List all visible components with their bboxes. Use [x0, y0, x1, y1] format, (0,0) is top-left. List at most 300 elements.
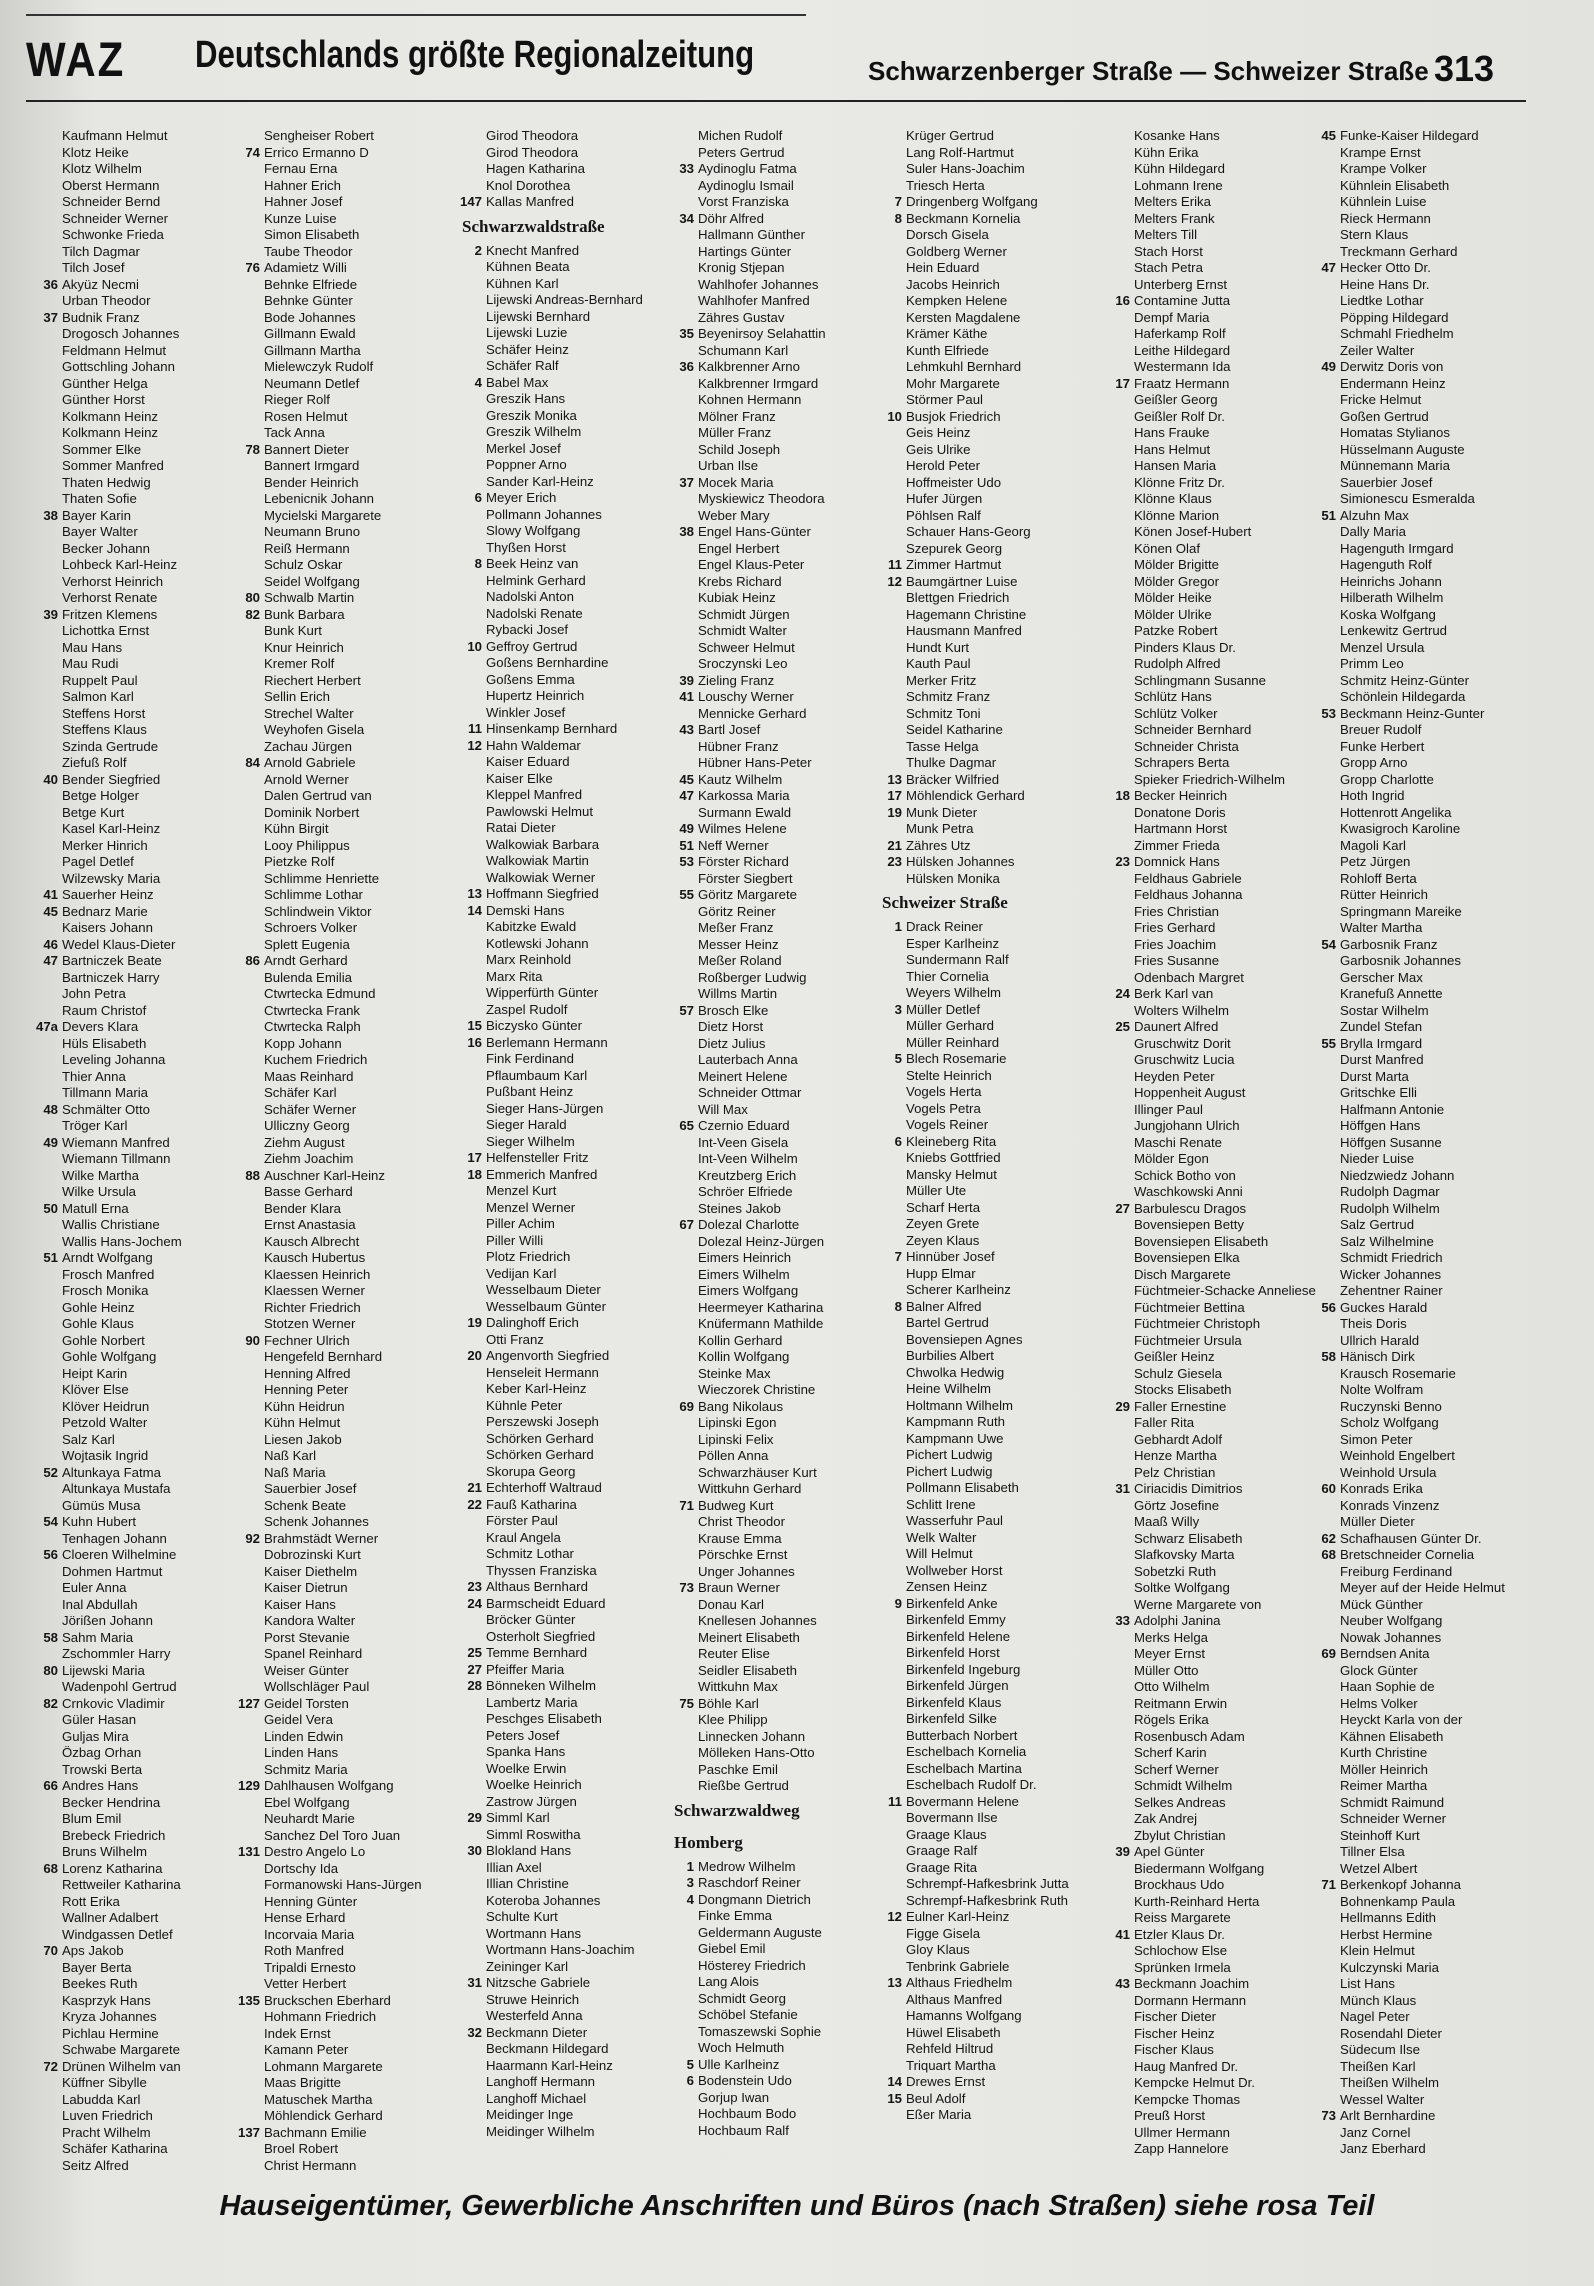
- house-number: 41: [43, 887, 58, 902]
- resident-name: Arnold Gabriele: [264, 755, 356, 770]
- directory-entry: [238, 821, 422, 838]
- resident-name: Neumann Bruno: [264, 524, 361, 539]
- directory-entry: [460, 1381, 643, 1398]
- resident-name: Gebhardt Adolf: [1134, 1431, 1222, 1447]
- directory-entry: [460, 1414, 643, 1431]
- resident-name: Ctwrtecka Frank: [264, 1002, 360, 1018]
- directory-entry: [36, 1465, 182, 1482]
- directory-entry: [672, 211, 826, 228]
- directory-entry: [1108, 2108, 1316, 2125]
- resident-name: Salz Wilhelmine: [1340, 1233, 1434, 1249]
- resident-name: Luven Friedrich: [62, 2108, 153, 2123]
- resident-name: Birkenfeld Anke: [906, 1595, 998, 1611]
- directory-entry: [36, 1745, 182, 1762]
- resident-name: Lang Alois: [698, 1974, 759, 1989]
- resident-name: Gohle Norbert: [62, 1332, 145, 1348]
- resident-name: Braun Werner: [698, 1580, 780, 1595]
- resident-name: Wortmann Hans: [486, 1925, 582, 1941]
- house-number: 74: [245, 144, 260, 160]
- resident-name: Springmann Mareike: [1340, 903, 1462, 919]
- directory-entry: [36, 1052, 182, 1069]
- directory-entry: [460, 1018, 643, 1035]
- directory-entry: [238, 425, 422, 442]
- resident-name: Janz Eberhard: [1340, 2141, 1426, 2156]
- directory-entry: [460, 342, 643, 359]
- page-number: 313: [1434, 48, 1495, 89]
- resident-name: Hausmann Manfred: [906, 623, 1022, 638]
- resident-name: Schäfer Katharina: [62, 2141, 168, 2156]
- resident-name: Schwalb Martin: [264, 590, 355, 605]
- house-number: 53: [679, 854, 694, 869]
- resident-name: Vedijan Karl: [486, 1265, 557, 1281]
- resident-name: Schmidt Wilhelm: [1134, 1778, 1233, 1793]
- directory-entry: [460, 1183, 643, 1200]
- directory-entry: [460, 1563, 643, 1580]
- directory-entry: [1108, 1250, 1316, 1267]
- resident-name: Skorupa Georg: [486, 1463, 576, 1479]
- resident-name: Nadolski Renate: [486, 605, 583, 621]
- resident-name: Wessel Walter: [1340, 2091, 1425, 2107]
- directory-entry: [880, 2008, 1069, 2025]
- resident-name: Kryza Johannes: [62, 2009, 157, 2024]
- resident-name: Splett Eugenia: [264, 936, 350, 952]
- resident-name: Drewes Ernst: [906, 2074, 986, 2089]
- resident-name: Sauerbier Josef: [1340, 474, 1433, 490]
- resident-name: Kühn Helmut: [264, 1415, 341, 1430]
- directory-entry: [1314, 178, 1505, 195]
- resident-name: Kausch Hubertus: [264, 1250, 366, 1265]
- directory-entry: [460, 1827, 643, 1844]
- resident-name: Kühnlein Luise: [1340, 194, 1427, 209]
- directory-entry: [880, 1200, 1069, 1217]
- resident-name: Giebel Emil: [698, 1941, 766, 1956]
- resident-name: Biczysko Günter: [486, 1018, 583, 1033]
- resident-name: Mansky Helmut: [906, 1166, 997, 1182]
- directory-entry: [1108, 755, 1316, 772]
- directory-entry: [36, 1795, 182, 1812]
- resident-name: Raum Christof: [62, 1002, 147, 1018]
- street-heading: Schwarzwaldweg: [674, 1800, 800, 1820]
- resident-name: Hahner Erich: [264, 177, 341, 193]
- resident-name: Kreutzberg Erich: [698, 1167, 797, 1183]
- directory-entry: [1108, 491, 1316, 508]
- directory-entry: [672, 1729, 826, 1746]
- directory-entry: [460, 820, 643, 837]
- resident-name: Bode Johannes: [264, 309, 356, 325]
- directory-entry: [1314, 2125, 1505, 2142]
- resident-name: Errico Ermanno D: [264, 144, 369, 160]
- resident-name: Frosch Manfred: [62, 1266, 155, 1282]
- resident-name: Walter Martha: [1340, 920, 1423, 935]
- resident-name: Jungjohann Ulrich: [1134, 1118, 1240, 1133]
- resident-name: Bräcker Wilfried: [906, 771, 1000, 787]
- directory-entry: [1108, 326, 1316, 343]
- directory-entry: [1108, 1399, 1316, 1416]
- resident-name: Hahner Josef: [264, 194, 343, 209]
- directory-entry: [238, 1168, 422, 1185]
- directory-entry: [880, 1233, 1069, 1250]
- resident-name: Scharf Herta: [906, 1199, 981, 1215]
- directory-entry: [460, 1497, 643, 1514]
- directory-entry: [672, 376, 826, 393]
- resident-name: Brockhaus Udo: [1134, 1877, 1225, 1892]
- directory-entry: [672, 1184, 826, 1201]
- resident-name: Lauterbach Anna: [698, 1052, 798, 1067]
- resident-name: Gorjup Iwan: [698, 2089, 770, 2105]
- house-number: 11: [468, 721, 482, 736]
- resident-name: Kosanke Hans: [1134, 128, 1220, 143]
- house-number: 57: [679, 1002, 694, 1018]
- directory-entry: [238, 689, 422, 706]
- directory-entry: [1314, 1597, 1505, 1614]
- directory-entry: [36, 1762, 182, 1779]
- house-number: 55: [1321, 1035, 1336, 1051]
- resident-name: Bartniczek Harry: [62, 969, 160, 985]
- resident-name: Walkowiak Martin: [486, 853, 589, 868]
- directory-entry: [1108, 838, 1316, 855]
- resident-name: Richter Friedrich: [264, 1299, 361, 1315]
- resident-name: Arndt Wolfgang: [62, 1250, 153, 1265]
- directory-entry: [238, 1448, 422, 1465]
- resident-name: Illian Axel: [486, 1859, 542, 1875]
- resident-name: Kühn Erika: [1134, 144, 1199, 160]
- directory-entry: [1314, 1399, 1505, 1416]
- directory-entry: [1108, 244, 1316, 261]
- resident-name: Arndt Gerhard: [264, 953, 348, 968]
- resident-name: Wallner Adalbert: [62, 1910, 159, 1925]
- directory-entry: [880, 1992, 1069, 2009]
- resident-name: Möhlendick Gerhard: [264, 2108, 383, 2123]
- resident-name: Strechel Walter: [264, 705, 354, 721]
- directory-entry: [880, 1629, 1069, 1646]
- house-number: 1: [686, 1858, 694, 1874]
- resident-name: Illinger Paul: [1134, 1101, 1203, 1117]
- directory-entry: [880, 574, 1069, 591]
- resident-name: Engel Herbert: [698, 540, 780, 556]
- resident-name: Sostar Wilhelm: [1340, 1002, 1429, 1018]
- resident-name: Sieger Harald: [486, 1117, 567, 1132]
- resident-name: Zeininger Karl: [486, 1958, 569, 1974]
- directory-entry: [36, 1382, 182, 1399]
- resident-name: Gillmann Martha: [264, 342, 361, 358]
- resident-name: Wallis Christiane: [62, 1217, 160, 1232]
- directory-entry: [1314, 706, 1505, 723]
- resident-name: Echterhoff Waltraud: [486, 1480, 602, 1495]
- directory-entry: [672, 128, 826, 145]
- resident-name: Bunk Kurt: [264, 623, 322, 638]
- resident-name: Ullmer Hermann: [1134, 2124, 1230, 2140]
- directory-entry: [672, 1580, 826, 1597]
- resident-name: Wortmann Hans-Joachim: [486, 1942, 635, 1957]
- directory-entry: [238, 1531, 422, 1548]
- resident-name: Sahm Maria: [62, 1629, 134, 1645]
- resident-name: Kulczynski Maria: [1340, 1959, 1439, 1975]
- house-number: 72: [43, 2058, 58, 2074]
- directory-entry: [460, 194, 643, 211]
- resident-name: Melters Frank: [1134, 210, 1215, 226]
- resident-name: Drogosch Johannes: [62, 326, 180, 341]
- directory-entry: [672, 607, 826, 624]
- resident-name: Looy Philippus: [264, 837, 350, 853]
- resident-name: Peters Gertrud: [698, 144, 785, 160]
- resident-name: Merkel Josef: [486, 440, 561, 456]
- resident-name: List Hans: [1340, 1976, 1395, 1991]
- resident-name: Zbylut Christian: [1134, 1827, 1226, 1843]
- directory-entry: [238, 1250, 422, 1267]
- house-number: 19: [467, 1315, 482, 1330]
- directory-entry: [238, 805, 422, 822]
- resident-name: Bruns Wilhelm: [62, 1844, 148, 1859]
- house-number: 71: [679, 1497, 694, 1513]
- directory-entry: [672, 1646, 826, 1663]
- resident-name: Wilzewsky Maria: [62, 870, 161, 886]
- directory-entry: [880, 376, 1069, 393]
- resident-name: Kopp Johann: [264, 1035, 342, 1051]
- resident-name: Hübner Hans-Peter: [698, 755, 812, 770]
- resident-name: Göritz Margarete: [698, 887, 797, 902]
- resident-name: Gruschwitz Dorit: [1134, 1035, 1231, 1051]
- directory-entry: [36, 1300, 182, 1317]
- resident-name: Klotz Wilhelm: [62, 161, 142, 176]
- house-number: 86: [245, 953, 260, 968]
- resident-name: Zieling Franz: [698, 672, 775, 688]
- directory-entry: [460, 161, 643, 178]
- resident-name: Schild Joseph: [698, 441, 781, 457]
- resident-name: Füchtmeier-Schacke Anneliese: [1134, 1283, 1316, 1298]
- directory-entry: [36, 343, 182, 360]
- resident-name: Rieger Rolf: [264, 392, 330, 407]
- resident-name: Pöhlsen Ralf: [906, 507, 981, 523]
- resident-name: Fischer Dieter: [1134, 2009, 1217, 2024]
- resident-name: Krampe Ernst: [1340, 144, 1421, 160]
- resident-name: Munk Petra: [906, 821, 974, 836]
- resident-name: Hecker Otto Dr.: [1340, 260, 1431, 275]
- directory-entry: [1314, 1135, 1505, 1152]
- house-number: 10: [887, 408, 902, 424]
- resident-name: Piller Achim: [486, 1216, 555, 1231]
- resident-name: Bartel Gertrud: [906, 1315, 989, 1330]
- directory-entry: [36, 1729, 182, 1746]
- directory-entry: [238, 640, 422, 657]
- resident-name: Dominik Norbert: [264, 804, 360, 820]
- directory-entry: [672, 722, 826, 739]
- directory-entry: [238, 1184, 422, 1201]
- directory-entry: [1108, 442, 1316, 459]
- house-number: 34: [679, 210, 694, 226]
- directory-entry: [238, 1118, 422, 1135]
- house-number: 3: [894, 1001, 902, 1017]
- resident-name: Biedermann Wolfgang: [1134, 1860, 1265, 1876]
- directory-entry: [36, 1234, 182, 1251]
- directory-entry: [672, 1892, 826, 1909]
- house-number: 23: [1115, 854, 1130, 869]
- resident-name: Aydinoglu Ismail: [698, 177, 794, 193]
- directory-entry: [36, 1168, 182, 1185]
- resident-name: Dolezal Charlotte: [698, 1217, 800, 1232]
- directory-entry: [672, 1745, 826, 1762]
- resident-name: Tilch Josef: [62, 260, 125, 275]
- directory-entry: [36, 772, 182, 789]
- resident-name: Sieger Hans-Jürgen: [486, 1100, 604, 1116]
- resident-name: Simon Peter: [1340, 1431, 1413, 1447]
- directory-entry: [1314, 425, 1505, 442]
- directory-entry: [1108, 1366, 1316, 1383]
- resident-name: Pichert Ludwig: [906, 1447, 993, 1462]
- newspaper-tagline: Deutschlands größte Regionalzeitung: [195, 34, 755, 76]
- resident-name: Will Helmut: [906, 1546, 973, 1561]
- directory-entry: [36, 1201, 182, 1218]
- resident-name: Könen Olaf: [1134, 540, 1200, 556]
- house-number: 43: [679, 722, 694, 737]
- directory-entry: [1108, 1003, 1316, 1020]
- resident-name: Apel Günter: [1134, 1844, 1205, 1859]
- house-number: 78: [245, 441, 260, 457]
- directory-entry: [36, 871, 182, 888]
- resident-name: Leithe Hildegard: [1134, 342, 1231, 358]
- directory-entry: [880, 277, 1069, 294]
- directory-entry: [1314, 2092, 1505, 2109]
- directory-entry: [1314, 722, 1505, 739]
- directory-entry: [36, 277, 182, 294]
- directory-entry: [36, 821, 182, 838]
- directory-entry: [1314, 805, 1505, 822]
- resident-name: Klöver Else: [62, 1382, 129, 1397]
- directory-entry: [36, 1349, 182, 1366]
- resident-name: Homatas Stylianos: [1340, 425, 1450, 440]
- directory-entry: [460, 1200, 643, 1217]
- resident-name: Fechner Ulrich: [264, 1332, 350, 1348]
- directory-entry: [1108, 343, 1316, 360]
- resident-name: Ziehm August: [264, 1134, 345, 1150]
- directory-entry: [1108, 1267, 1316, 1284]
- directory-entry: [460, 2107, 643, 2124]
- resident-name: Derwitz Doris von: [1340, 359, 1444, 374]
- resident-name: Schlimme Henriette: [264, 870, 380, 886]
- directory-entry: [880, 425, 1069, 442]
- directory-entry: [36, 1564, 182, 1581]
- directory-entry: [460, 391, 643, 408]
- resident-name: Schlütz Volker: [1134, 705, 1218, 721]
- resident-name: Wilmes Helene: [698, 821, 787, 836]
- house-number: 25: [467, 1645, 482, 1660]
- resident-name: Westermann Ida: [1134, 359, 1231, 374]
- house-number: 84: [245, 755, 260, 770]
- resident-name: Klönne Marion: [1134, 507, 1220, 523]
- directory-entry: [1108, 821, 1316, 838]
- resident-name: Zähres Utz: [906, 837, 971, 853]
- resident-name: Merker Fritz: [906, 672, 977, 688]
- house-number: 9: [894, 1595, 902, 1611]
- directory-entry: [460, 292, 643, 309]
- resident-name: Weber Mary: [698, 507, 770, 523]
- resident-name: Baumgärtner Luise: [906, 573, 1018, 589]
- resident-name: Otti Franz: [486, 1331, 544, 1347]
- resident-name: Mölleken Hans-Otto: [698, 1745, 815, 1760]
- directory-entry: [1108, 194, 1316, 211]
- directory-entry: [880, 1645, 1069, 1662]
- resident-name: Garbosnik Johannes: [1340, 953, 1461, 968]
- resident-name: Niedzwiedz Johann: [1340, 1167, 1455, 1183]
- resident-name: Greszik Hans: [486, 391, 566, 406]
- directory-entry: [1314, 277, 1505, 294]
- resident-name: Klee Philipp: [698, 1712, 768, 1727]
- resident-name: Heinrichs Johann: [1340, 573, 1442, 589]
- directory-entry: [1108, 1861, 1316, 1878]
- header-rule: [26, 100, 1526, 102]
- resident-name: Poppner Arno: [486, 457, 567, 472]
- directory-entry: [1108, 937, 1316, 954]
- house-number: 17: [887, 788, 902, 803]
- directory-entry: [672, 1217, 826, 1234]
- resident-name: Hufer Jürgen: [906, 491, 983, 506]
- resident-name: Pinders Klaus Dr.: [1134, 639, 1236, 655]
- directory-entry: [238, 1085, 422, 1102]
- directory-entry: [1314, 376, 1505, 393]
- resident-name: Wasserfuhr Paul: [906, 1513, 1003, 1528]
- house-number: 80: [43, 1662, 58, 1678]
- directory-entry: [880, 1794, 1069, 1811]
- directory-entry: [460, 441, 643, 458]
- resident-name: Kaisers Johann: [62, 920, 153, 935]
- directory-entry: [238, 376, 422, 393]
- directory-entry: [880, 739, 1069, 756]
- resident-name: Zeyen Grete: [906, 1216, 980, 1231]
- resident-name: Sroczynski Leo: [698, 656, 788, 671]
- resident-name: Willms Martin: [698, 986, 778, 1001]
- resident-name: Knecht Manfred: [486, 242, 580, 258]
- resident-name: Schumann Karl: [698, 342, 789, 358]
- directory-entry: [36, 409, 182, 426]
- directory-entry: [238, 1283, 422, 1300]
- resident-name: Birkenfeld Klaus: [906, 1694, 1002, 1710]
- directory-entry: [1108, 293, 1316, 310]
- directory-entry: [1314, 145, 1505, 162]
- directory-entry: [36, 1861, 182, 1878]
- resident-name: Mölder Brigitte: [1134, 557, 1220, 572]
- directory-entry: [672, 1547, 826, 1564]
- resident-name: John Petra: [62, 986, 126, 1001]
- directory-entry: [1108, 1349, 1316, 1366]
- directory-entry: [1314, 1729, 1505, 1746]
- directory-entry: [1314, 227, 1505, 244]
- resident-name: Woch Helmuth: [698, 2040, 785, 2055]
- directory-entry: [1108, 1514, 1316, 1531]
- resident-name: Brebeck Friedrich: [62, 1827, 166, 1843]
- resident-name: Bachmann Emilie: [264, 2124, 367, 2140]
- directory-entry: [1314, 458, 1505, 475]
- resident-name: Beyenirsoy Selahattin: [698, 326, 826, 341]
- directory-entry: [1108, 1118, 1316, 1135]
- directory-entry: [36, 524, 182, 541]
- directory-entry: [1314, 574, 1505, 591]
- resident-name: Schmidt Georg: [698, 1990, 786, 2006]
- directory-entry: [672, 2057, 826, 2074]
- resident-name: Kurth-Reinhard Herta: [1134, 1893, 1260, 1909]
- house-number: 73: [1321, 2108, 1336, 2123]
- directory-entry: [880, 310, 1069, 327]
- resident-name: Kwasigroch Karoline: [1340, 821, 1461, 836]
- resident-name: Müller Ute: [906, 1183, 967, 1198]
- resident-name: Feldmann Helmut: [62, 342, 167, 358]
- resident-name: Rütter Heinrich: [1340, 887, 1428, 902]
- resident-name: Waschkowski Anni: [1134, 1184, 1243, 1199]
- house-number: 36: [679, 359, 694, 374]
- house-number: 32: [467, 2024, 482, 2040]
- resident-name: Sauerher Heinz: [62, 887, 154, 902]
- directory-entry: [672, 1481, 826, 1498]
- resident-name: Bender Siegfried: [62, 771, 161, 787]
- resident-name: Euler Anna: [62, 1580, 127, 1595]
